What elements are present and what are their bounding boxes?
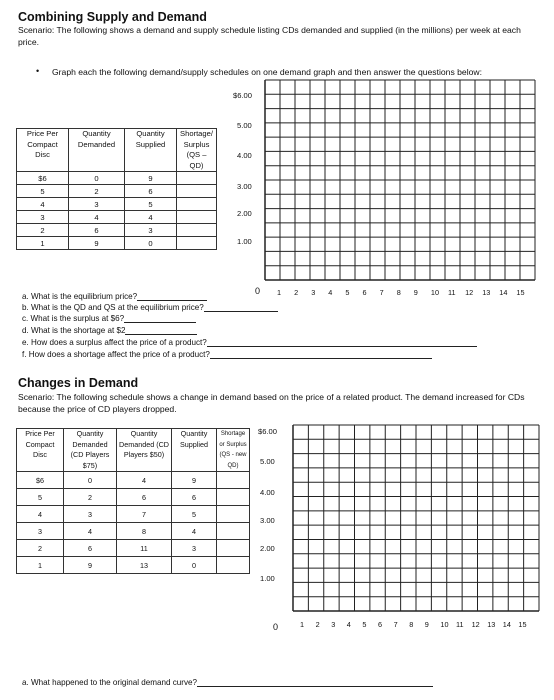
cell: 6 [117,489,172,506]
graph1-ylabel: 1.00 [237,237,252,246]
section2-title: Changes in Demand [18,376,139,390]
cell: 2 [64,489,117,506]
question-text: c. What is the surplus at $6? [22,314,125,323]
cell: 3 [17,523,64,540]
bullet-icon: • [36,66,40,76]
table-row [17,523,250,540]
cell: 8 [117,523,172,540]
question-text: a. What is the equilibrium price? [22,292,138,301]
graph2-origin: 0 [273,622,279,632]
cell: $6 [17,172,69,185]
cell: 4 [125,211,177,224]
table-row [17,211,217,224]
x-tick-label: 7 [393,620,398,629]
cell: 11 [117,540,172,557]
graph2-ylabel: 3.00 [260,516,275,525]
answer-line[interactable] [197,677,433,687]
cell: 9 [64,557,117,574]
cell[interactable] [177,224,217,237]
x-tick-label: 13 [487,620,496,629]
question-f [22,349,432,359]
x-tick-label: 10 [430,288,440,297]
col-qd: Quantity Demanded [69,129,125,172]
cell: 9 [172,472,217,489]
cell: 4 [69,211,125,224]
change-demand-table [16,428,250,574]
answer-line[interactable] [210,349,432,359]
x-tick-label: 9 [413,288,418,297]
cell[interactable] [217,489,250,506]
col-qs: Quantity Supplied [125,129,177,172]
x-tick-label: 1 [277,288,282,297]
answer-line[interactable] [204,302,278,312]
x-tick-label: 14 [499,288,508,297]
section1-bullet: Graph each the following demand/supply schedules on one demand graph and then answer the questions below: [52,67,482,77]
question2-a [22,677,433,687]
x-tick-label: 12 [465,288,474,297]
table-row [17,506,250,523]
cell: 5 [17,489,64,506]
question-b [22,302,278,312]
table-row [17,489,250,506]
graph2-ylabel: 4.00 [260,488,275,497]
graph1-ylabel: 5.00 [237,121,252,130]
question-text: b. What is the QD and QS at the equilibrium price? [22,303,204,312]
cell: 3 [172,540,217,557]
x-tick-label: 8 [396,288,401,297]
graph1-ylabel: $6.00 [233,91,253,100]
table-row [17,172,217,185]
cell: 6 [64,540,117,557]
x-tick-label: 13 [482,288,491,297]
question-text: e. How does a surplus affect the price of a product? [22,338,207,347]
graph2-grid[interactable] [292,424,540,612]
x-tick-label: 11 [448,288,456,297]
cell: 1 [17,237,69,250]
cell: 3 [69,198,125,211]
graph1-ylabel: 2.00 [237,209,252,218]
cell[interactable] [217,472,250,489]
table-row [17,472,250,489]
cell: 0 [69,172,125,185]
section1-scenario: Scenario: The following shows a demand and supply schedule listing CDs demanded and supplied (in the millions) per week at each price. [18,25,521,47]
cell: 2 [17,540,64,557]
cell: 0 [172,557,217,574]
question-e [22,337,477,347]
x-tick-label: 5 [345,288,350,297]
question-text: f. How does a shortage affect the price of a product? [22,350,210,359]
x-tick-label: 14 [502,620,511,629]
x-tick-label: 10 [440,620,449,629]
x-tick-label: 15 [518,620,527,629]
cell: 9 [125,172,177,185]
col-qd-50: Quantity Demanded (CD Players $50) [117,429,172,472]
cell: 1 [17,557,64,574]
cell: 9 [69,237,125,250]
x-tick-label: 4 [328,288,333,297]
question-c [22,313,196,323]
cell: 7 [117,506,172,523]
cell: 4 [172,523,217,540]
question-text: a. What happened to the original demand curve? [22,678,198,687]
cell[interactable] [217,506,250,523]
cell: 3 [125,224,177,237]
graph2-ylabel: 5.00 [260,457,275,466]
col-qd-75: Quantity Demanded (CD Players $75) [64,429,117,472]
answer-line[interactable] [137,291,207,301]
answer-line[interactable] [207,337,477,347]
x-tick-label: 11 [456,620,464,629]
cell: 13 [117,557,172,574]
cell[interactable] [177,185,217,198]
section2-scenario: Scenario: The following schedule shows a change in demand based on the price of a related product. The demand increased for CDs because the price of CD players dropped. [18,392,525,414]
col-price: Price Per Compact Disc [17,129,69,172]
cell: 3 [64,506,117,523]
answer-line[interactable] [125,325,197,335]
graph1-ylabel: 3.00 [237,182,252,191]
cell: 4 [64,523,117,540]
cell: 5 [17,185,69,198]
x-tick-label: 9 [424,620,429,629]
x-tick-label: 4 [346,620,351,629]
x-tick-label: 7 [379,288,384,297]
x-tick-label: 3 [311,288,316,297]
cell: 0 [64,472,117,489]
cell: 6 [69,224,125,237]
cell[interactable] [217,557,250,574]
cell[interactable] [177,172,217,185]
supply-demand-table [16,128,217,250]
question-d [22,325,197,335]
cell: 3 [17,211,69,224]
col-qs: Quantity Supplied [172,429,217,472]
cell: 6 [172,489,217,506]
table-row [17,198,217,211]
cell: 2 [17,224,69,237]
cell[interactable] [177,237,217,250]
x-tick-label: 2 [294,288,299,297]
x-tick-label: 2 [315,620,320,629]
x-tick-label: 15 [516,288,525,297]
x-tick-label: 1 [300,620,305,629]
cell[interactable] [217,540,250,557]
cell: 5 [172,506,217,523]
question-a [22,291,207,301]
x-tick-label: 6 [378,620,383,629]
graph2-ylabel: 1.00 [260,574,275,583]
answer-line[interactable] [124,313,196,323]
table-row [17,237,217,250]
graph1-origin: 0 [255,286,261,296]
cell: 6 [125,185,177,198]
cell: 2 [69,185,125,198]
cell: 4 [17,506,64,523]
cell: 4 [17,198,69,211]
section1-title: Combining Supply and Demand [18,10,207,24]
graph1-grid[interactable] [264,79,536,281]
col-price: Price Per Compact Disc [17,429,64,472]
cell: 0 [125,237,177,250]
cell: 4 [117,472,172,489]
graph1-ylabel: 4.00 [237,151,252,160]
cell[interactable] [177,198,217,211]
col-shortage: Shortage or Surplus (QS - new QD) [217,429,250,472]
graph2-ylabel: $6.00 [258,427,278,436]
table-row [17,224,217,237]
cell[interactable] [217,523,250,540]
x-tick-label: 3 [331,620,336,629]
table-row [17,185,217,198]
x-tick-label: 6 [362,288,367,297]
x-tick-label: 8 [409,620,414,629]
x-tick-label: 5 [362,620,367,629]
question-text: d. What is the shortage at $2 [22,326,126,335]
table-row [17,557,250,574]
cell: 5 [125,198,177,211]
cell: $6 [17,472,64,489]
table-row [17,540,250,557]
x-tick-label: 12 [471,620,480,629]
col-shortage: Shortage/ Surplus (QS – QD) [177,129,217,172]
cell[interactable] [177,211,217,224]
graph2-ylabel: 2.00 [260,544,275,553]
